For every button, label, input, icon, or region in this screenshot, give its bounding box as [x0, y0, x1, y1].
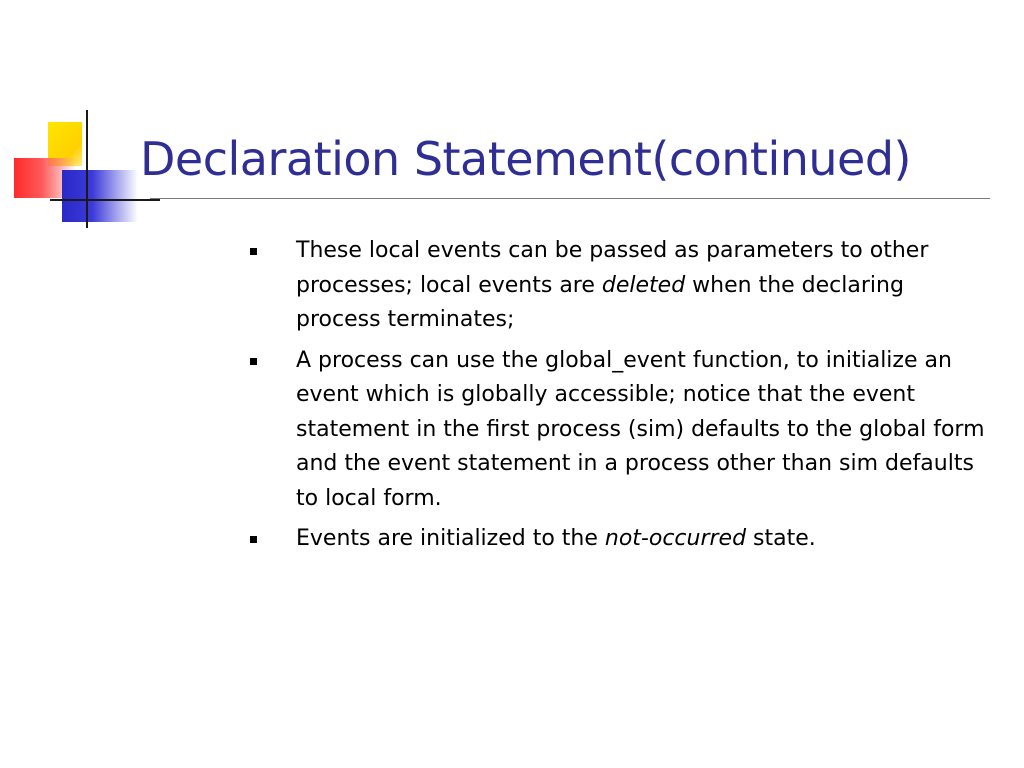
- bullet-text: [296, 348, 985, 511]
- bullet-item: [248, 234, 988, 338]
- square-bullet-icon: [250, 358, 257, 365]
- emphasized-text: not-occurred: [604, 526, 747, 551]
- text-segment: These local events can be passed as parameters to other processes; local events are: [296, 238, 929, 298]
- bullet-text: [296, 238, 928, 332]
- colored-squares-logo-icon: [0, 100, 150, 235]
- text-segment: state.: [746, 526, 816, 551]
- title-divider: [150, 198, 990, 199]
- text-segment: Events are initialized to the: [296, 526, 605, 551]
- square-bullet-icon: [250, 536, 257, 543]
- bullet-list: [248, 234, 988, 563]
- square-bullet-icon: [250, 248, 257, 255]
- text-segment: when the declaring process terminates;: [296, 272, 904, 332]
- horizontal-line: [50, 199, 160, 201]
- bullet-item: [248, 522, 988, 557]
- emphasized-text: deleted: [601, 272, 686, 298]
- bullet-item: [248, 344, 988, 517]
- slide-title: Declaration Statement(continued): [140, 132, 911, 186]
- text-segment: A process can use the global_event function, to initialize an event which is globally accessible; notice that the event statement in the first process (sim) defaults to the global form and the event statement in a process other than sim defaults to local form.: [296, 347, 985, 511]
- blue-square: [62, 170, 138, 222]
- vertical-line: [86, 110, 88, 228]
- bullet-text: [296, 526, 816, 551]
